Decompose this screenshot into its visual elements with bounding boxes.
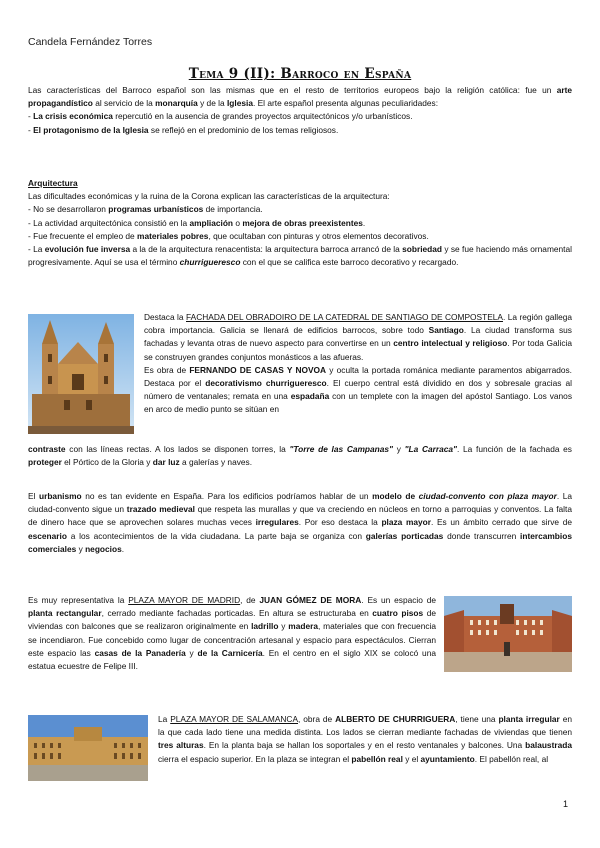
plaza-salamanca-photo [28, 715, 148, 781]
obradoiro-link: FACHADA DEL OBRADOIRO DE LA CATEDRAL DE SANTIAGO DE COMPOSTELA [186, 312, 503, 322]
salamanca-paragraph: La PLAZA MAYOR DE SALAMANCA, obra de ALBERTO DE CHURRIGUERA, tiene una planta irregular en la que cada lado tiene una medida distinta. Los lados se cierran mediante fachadas de viviendas que tienen tres alturas. En la planta baja se hallan los soportales y en el resto ventanales y balcones. Una balaustrada cierra el espacio superior. En la plaza se integran el pabellón real y el ayuntamiento. El pabellón real, al [158, 714, 573, 764]
author-name: Candela Fernández Torres [28, 36, 153, 48]
urbanismo-paragraph: El urbanismo no es tan evidente en España. Para los edificios podríamos hablar de un modelo de ciudad-convento con plaza mayor. La ciudad-convento sigue un trazado medieval que respeta las murallas y que va creciendo en núcleos en torno a parroquias y conventos. La falta de dinero hace que se aprovechen solares muchas veces irregulares. Por eso destaca la plaza mayor. Es un ámbito cerrado que sirve de escenario a los acontecimientos de la vida ciudadana. La parte baja se organiza con galerías porticadas donde transcurren intercambios comerciales y negocios. [28, 491, 572, 554]
santiago-cathedral-photo [28, 314, 134, 434]
plaza-madrid-link: PLAZA MAYOR DE MADRID [128, 595, 241, 605]
madrid-paragraph: Es muy representativa la PLAZA MAYOR DE MADRID, de JUAN GÓMEZ DE MORA. Es un espacio de planta rectangular, cerrado mediante fachadas porticadas. En altura se estructuraba en cuatro pisos de viviendas con balcones que se realizaron originalmente en ladrillo y madera, materiales que con frecuencia se incendiaron. Fue concebido como lugar de concentración artesanal y espacio para espectáculos. Cierran este espacio las casas de la Panadería y de la Carnicería. En el centro en el siglo XIX se colocó una estatua ecuestre de Felipe III. [28, 595, 437, 672]
plaza-madrid-photo [444, 596, 572, 672]
section-heading: Arquitectura [28, 178, 78, 188]
santiago-paragraph-bottom: contraste con las líneas rectas. A los lados se disponen torres, la "Torre de las Campanas" y "La Carraca". La función de la fachada es proteger el Pórtico de la Gloria y dar luz a galerías y naves. [28, 444, 572, 468]
page-number: 1 [563, 799, 569, 809]
arquitectura-section: Arquitectura Las dificultades económicas y la ruina de la Corona explican las características de la arquitectura: - No se desarrollaron programas urbanísticos de importancia. - La actividad arquitectónica consistió en la ampliación o mejora de obras preexistentes. - Fue frecuente el empleo de materiales pobres, que ocultaban con pinturas y otros elementos decorativos. - La evolución fue inversa a la de la arquitectura renacentista: la arquitectura barroca arrancó de la sobriedad y se fue haciendo más ornamental progresivamente. Aquí se usa el término churrigueresco con el que se califica este barroco decorativo y recargado. [28, 178, 572, 268]
page-title: Tema 9 (II): Barroco en España [188, 66, 412, 82]
santiago-paragraph-top: Destaca la FACHADA DEL OBRADOIRO DE LA CATEDRAL DE SANTIAGO DE COMPOSTELA. La región gallega cobra importancia. Galicia se llenará de edificios barrocos, sobre todo Santiago. La ciudad transforma sus fachadas y levanta otras de nuevo aspecto para convertirse en un centro intelectual y religioso. Por toda Galicia se construyen grandes conjuntos monásticos a las afueras. Es obra de FERNANDO DE CASAS Y NOVOA y oculta la portada románica mediante paramentos abigarrados. Destaca por el decorativismo churrigueresco. El cuerpo central está dividido en dos y sobresale gracias al número de ventanales; remata en una espadaña con un templete con la imagen del apóstol Santiago. Los vanos en arco de medio punto se sitúan en [144, 312, 572, 415]
intro-paragraph: Las características del Barroco español son las mismas que en el resto de territorios europeos bajo la religión católica: fue un arte propagandístico al servicio de la monarquía y de la Iglesia. El arte español presenta algunas peculiaridades: - La crisis económica repercutió en la ausencia de grandes proyectos arquitectónicos y/o urbanísticos. - El protagonismo de la Iglesia se reflejó en el predominio de los temas religiosos. [28, 85, 572, 135]
plaza-salamanca-link: PLAZA MAYOR DE SALAMANCA [170, 714, 299, 724]
